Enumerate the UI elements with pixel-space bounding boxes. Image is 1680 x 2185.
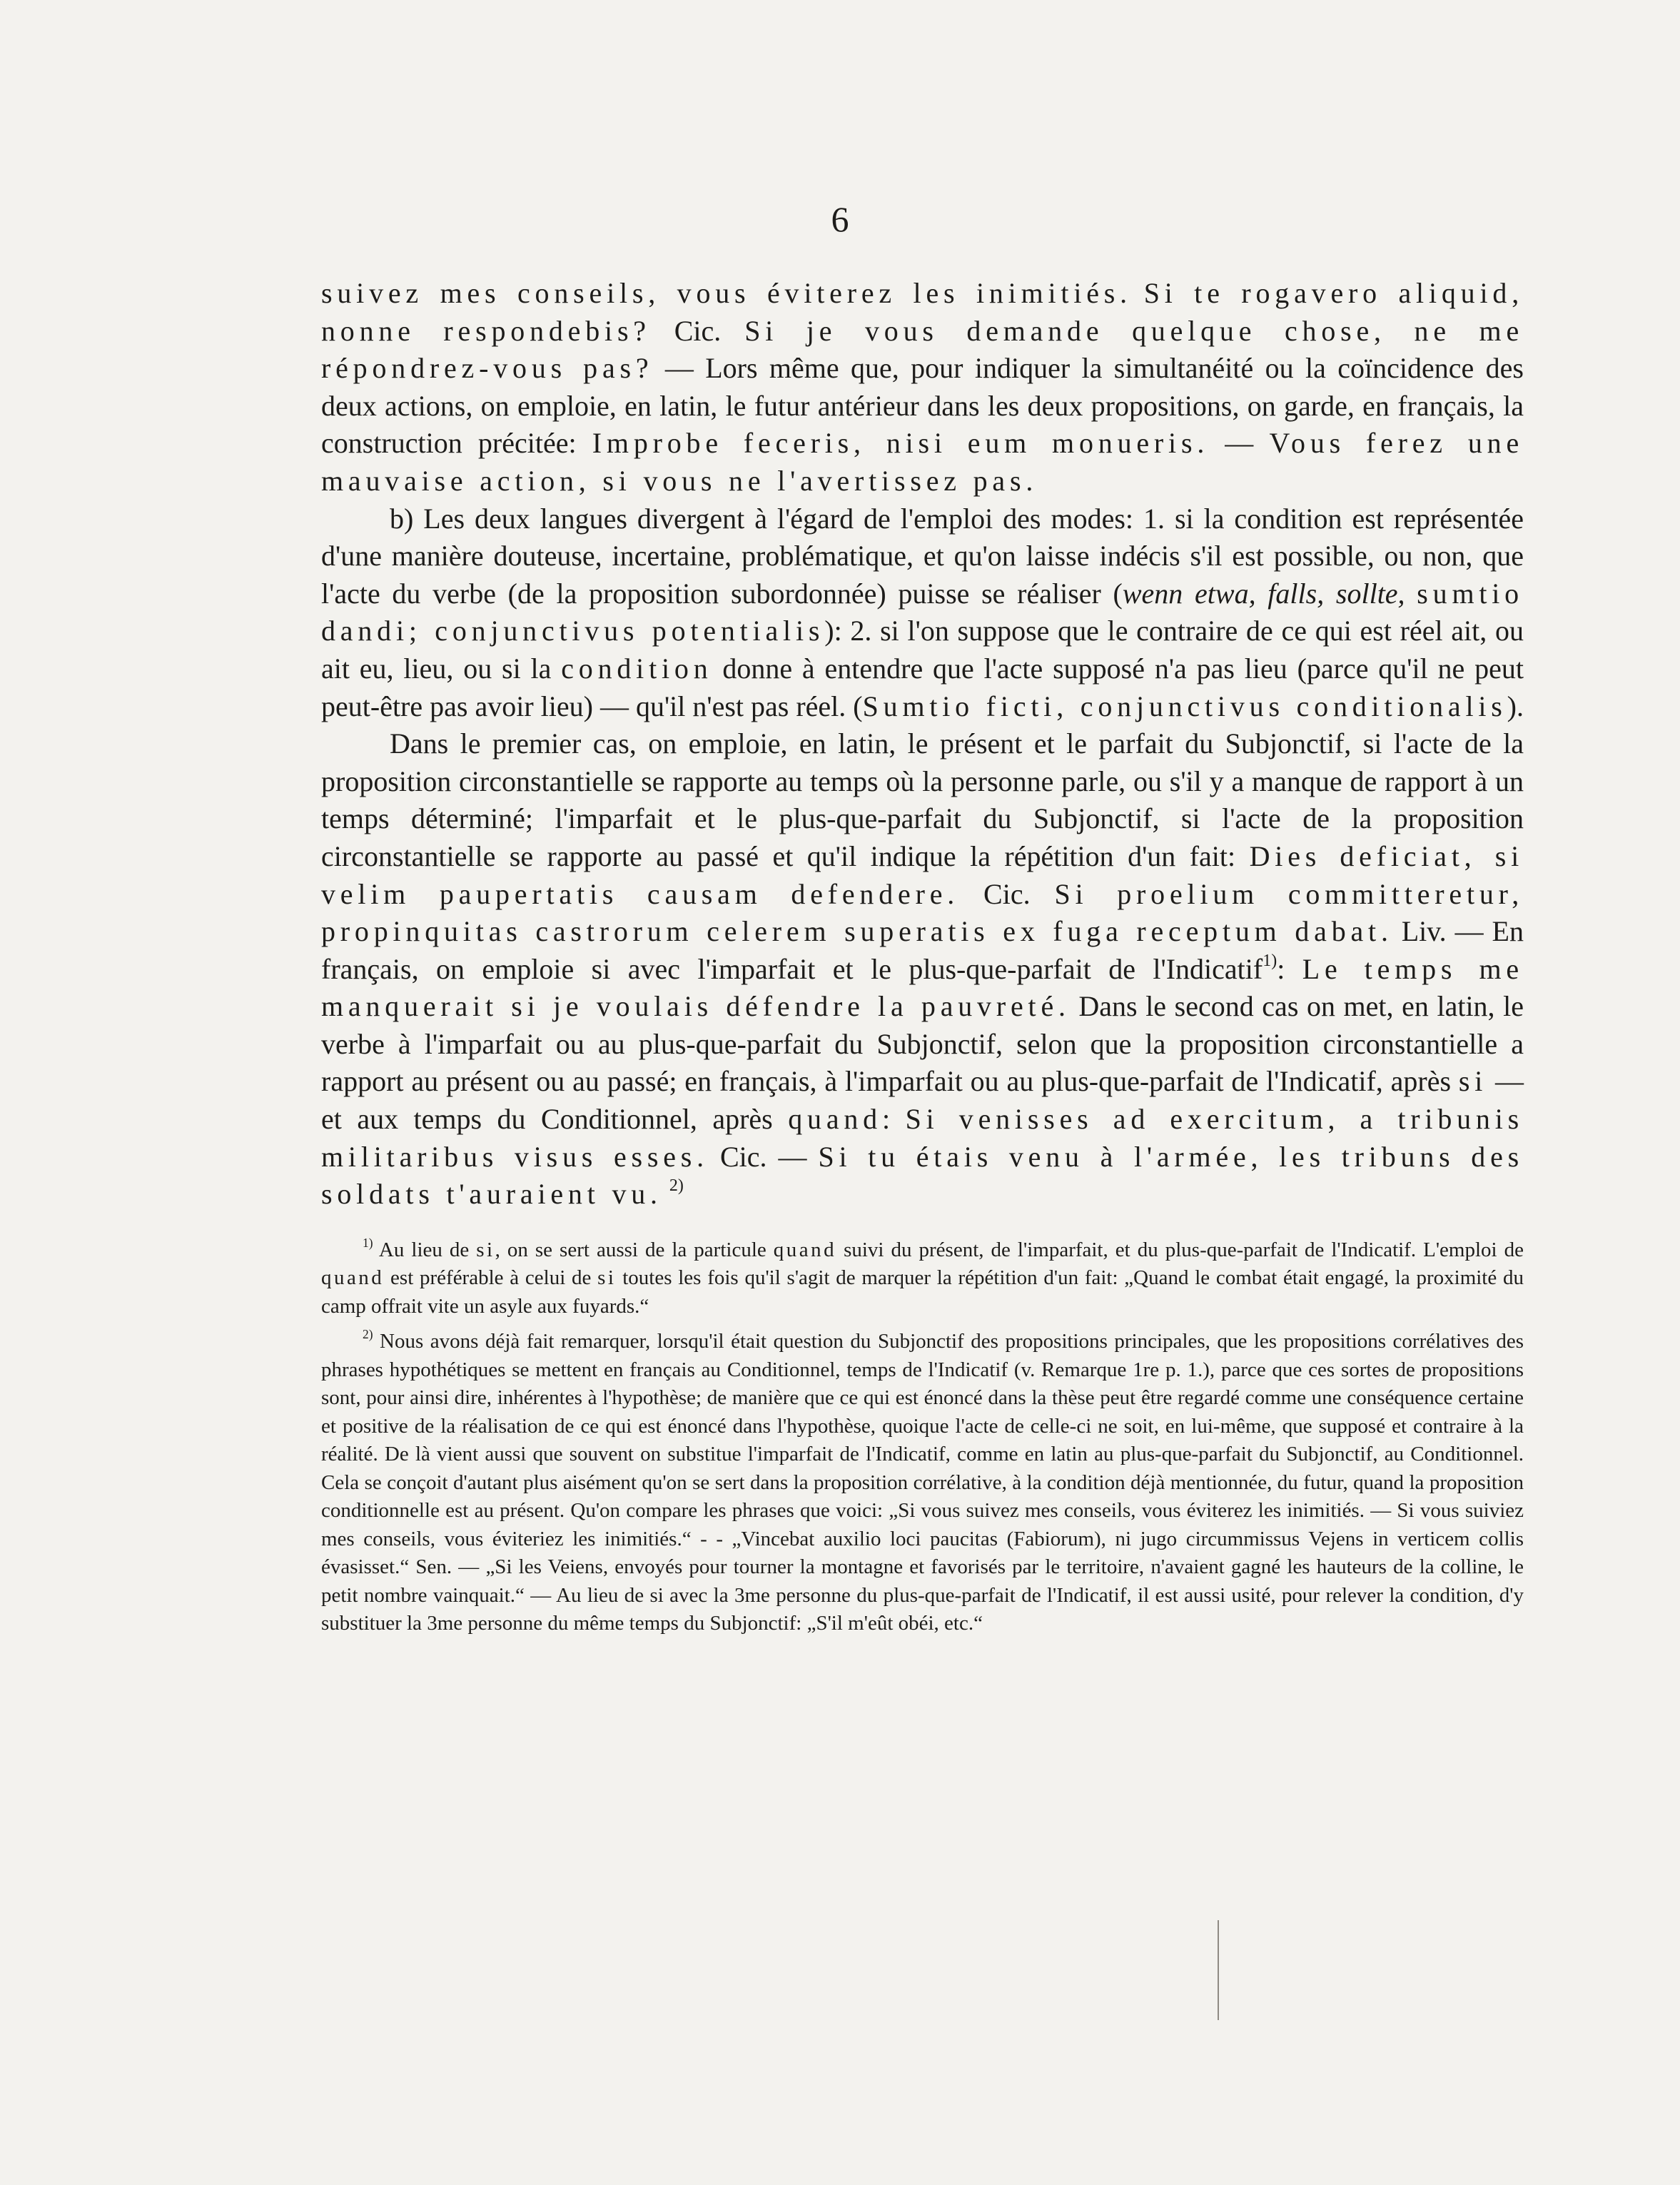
spaced-text: si bbox=[597, 1266, 617, 1290]
spaced-text: quand bbox=[788, 1103, 882, 1136]
text-run: ): 2. si l'on suppose que le contraire de ce qui est réel ait, ou ait eu, lieu, ou si la bbox=[321, 615, 1524, 685]
footnote-ref: 1) bbox=[1262, 951, 1277, 970]
paragraph bbox=[321, 500, 1524, 726]
spaced-text: Le temps me manquerait si je voulais défendre la pauvreté. bbox=[321, 952, 1524, 1023]
text-run: donne à entendre que l'acte supposé n'a pas lieu (parce qu'il ne peut peut-être pas avoir lieu) — qu'il n'est pas réel. ( bbox=[321, 652, 1524, 722]
spaced-text: si bbox=[476, 1238, 495, 1261]
spaced-text: Si tu étais venu à l'armée, les tribuns des soldats t'auraient vu. bbox=[321, 1140, 1524, 1211]
footnotes bbox=[321, 1236, 1524, 1638]
text-run: — bbox=[1209, 427, 1270, 460]
fraktur-text: wenn etwa, falls, sollte, bbox=[1122, 577, 1405, 610]
page-number: 6 bbox=[831, 199, 849, 239]
footnote-ref: 2) bbox=[669, 1176, 684, 1196]
footnote bbox=[321, 1328, 1524, 1638]
text-run: Dans le second cas on met, en latin, le verbe à l'imparfait ou au plus-que-parfait du Subjonctif, selon que la proposition circonstantielle a rapport au présent ou au passé; en français, à l'imparfait ou au plus-que-parfait de l'Indicatif, après bbox=[321, 990, 1524, 1098]
spaced-text: suivez mes conseils, vous éviterez les inimitiés. bbox=[321, 277, 1132, 309]
text-run bbox=[1132, 277, 1144, 309]
text-run: Dans le premier cas, on emploie, en latin, le présent et le parfait du Subjonctif, si l'acte de la proposition circonstantielle se rapporte au temps où la personne parle, ou s'il y a manque de rapport à un temps déterminé; l'imparfait et le plus-que-parfait du Subjonctif, si l'acte de la proposition circonstantielle se rapporte au passé et qu'il indique la répétition d'un fait: bbox=[321, 727, 1524, 872]
text-run: est préférable à celui de bbox=[384, 1266, 598, 1290]
text-run: — Lors même que, pour indiquer la simultanéité ou la coïncidence des deux actions, on emploie, en latin, le futur antérieur dans les deux propositions, on garde, en français, la construction précitée: bbox=[321, 352, 1524, 460]
spaced-text: Si te rogavero aliquid, nonne respondebis? bbox=[321, 277, 1524, 347]
spaced-text: Dies deficiat, si velim paupertatis causam defendere. bbox=[321, 839, 1524, 910]
text-run: ). bbox=[1507, 690, 1524, 722]
spaced-text: si bbox=[1458, 1065, 1488, 1098]
text-run: b) Les deux langues divergent à l'égard de l'emploi des modes: 1. si la condition est représentée d'une manière douteuse, incertaine, problématique, et qu'on laisse indécis s'il est possible, ou non, que l'acte du verbe (de la proposition subordonnée) puisse se réaliser ( bbox=[321, 502, 1524, 610]
text-run bbox=[1405, 577, 1417, 610]
footnote bbox=[321, 1236, 1524, 1321]
text-run: , on se sert aussi de la particule bbox=[495, 1238, 774, 1261]
paragraph bbox=[321, 275, 1524, 500]
text-run: suivi du présent, de l'imparfait, et du plus-que-parfait de l'Indicatif. L'emploi de bbox=[836, 1238, 1524, 1261]
pencil-mark bbox=[1218, 1920, 1219, 2020]
footnote-ref: 2) bbox=[363, 1327, 373, 1342]
text-run: : bbox=[1277, 952, 1302, 985]
text-run: toutes les fois qu'il s'agit de marquer la répétition d'un fait: „Quand le combat était engagé, la proximité du camp offrait vite un asyle aux fuyards.“ bbox=[321, 1266, 1524, 1318]
text-run: : bbox=[881, 1103, 906, 1136]
spaced-text: Improbe feceris, nisi eum monueris. bbox=[592, 427, 1210, 460]
text-run: Cic. bbox=[650, 314, 745, 347]
text-run: Cic. bbox=[959, 877, 1055, 910]
footnote-ref: 1) bbox=[363, 1235, 373, 1250]
spaced-text: Si venisses ad exercitum, a tribunis militaribus visus esses. bbox=[321, 1103, 1524, 1173]
text-run: Nous avons déjà fait remarquer, lorsqu'il était question du Subjonctif des propositions principales, que les propositions corrélatives des phrases hypothétiques se mettent en français au Conditionnel, temps de l'Indicatif (v. Remarque 1re p. 1.), parce que ces sortes de propositions sont, pour ainsi dire, inhérentes à l'hypothèse; de manière que ce qui est énoncé dans la thèse peut être regardé comme une conséquence certaine et positive de la réalisation de ce qui est énoncé dans l'hypothèse, quoique l'acte de celle-ci ne soit, en lui-même, que supposé et contraire à la réalité. De là vient aussi que souvent on substitue l'imparfait de l'Indicatif, comme en latin au plus-que-parfait du Subjonctif, au Conditionnel. Cela se conçoit d'autant plus aisément qu'on se sert dans la proposition corrélative, à la condition déjà mentionnée, du futur, quand la proposition conditionnelle est au présent. Qu'on compare les phrases que voici: „Si vous suivez mes conseils, vous éviterez les inimitiés. — Si vous suiviez mes conseils, vous éviteriez les inimitiés.“ - - „Vincebat auxilio loci paucitas (Fabiorum), ni jugo circummissus Vejens in verticem collis évasisset.“ Sen. — „Si les Veiens, envoyés pour tourner la montagne et favorisés par le territoire, n'avaient gagné les hauteurs de la colline, le petit nombre vainquait.“ — Au lieu de si avec la 3me personne du plus-que-parfait de l'Indicatif, il est aussi usité, pour relever la condition, d'y substituer la 3me personne du même temps du Subjonctif: „S'il m'eût obéi, etc.“ bbox=[321, 1330, 1524, 1635]
spaced-text: Si je vous demande quelque chose, ne me répondrez-vous pas? bbox=[321, 314, 1524, 385]
text-run: — et aux temps du Conditionnel, après bbox=[321, 1065, 1524, 1136]
spaced-text: Si proelium committeretur, propinquitas castrorum celerem superatis ex fuga receptum dabat. bbox=[321, 877, 1524, 948]
text-run: Liv. — En français, on emploie si avec l'imparfait et le plus-que-parfait de l'Indicatif bbox=[321, 915, 1524, 985]
text-run: Cic. — bbox=[708, 1140, 819, 1173]
spaced-text: condition bbox=[561, 652, 713, 685]
spaced-text: quand bbox=[773, 1238, 837, 1261]
spaced-text: quand bbox=[321, 1266, 385, 1290]
main-text bbox=[321, 275, 1524, 1213]
paragraph bbox=[321, 725, 1524, 1213]
text-run bbox=[662, 1178, 669, 1210]
text-run: Au lieu de bbox=[373, 1238, 477, 1261]
spaced-text: sumtio dandi; conjunctivus potentialis bbox=[321, 577, 1524, 647]
spaced-text: Vous ferez une mauvaise action, si vous ne l'avertissez pas. bbox=[321, 427, 1524, 497]
page-body bbox=[321, 275, 1524, 1645]
spaced-text: Sumtio ficti, conjunctivus conditionalis bbox=[862, 690, 1507, 722]
